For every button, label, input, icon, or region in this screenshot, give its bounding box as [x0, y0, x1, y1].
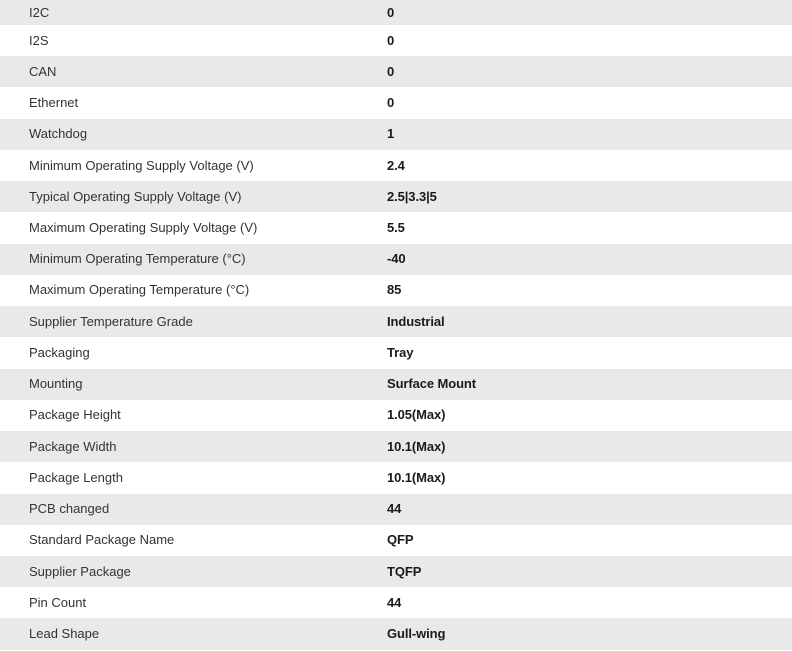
spec-name: Supplier Temperature Grade [29, 313, 193, 329]
spec-name: Watchdog [29, 126, 88, 142]
spec-name: Typical Operating Supply Voltage (V) [29, 188, 242, 204]
table-row [0, 25, 792, 56]
table-row [0, 87, 792, 118]
table-row [0, 212, 792, 243]
spec-name: Package Width [29, 438, 117, 454]
spec-value: 1.05(Max) [387, 407, 446, 423]
spec-value: 10.1(Max) [387, 438, 446, 454]
table-row [0, 275, 792, 306]
spec-name: Supplier Package [29, 563, 131, 579]
table-row [0, 494, 792, 525]
table-row [0, 400, 792, 431]
spec-value: Industrial [387, 313, 445, 329]
spec-name: Maximum Operating Temperature (°C) [29, 282, 250, 298]
spec-name: Package Height [29, 407, 121, 423]
spec-value: 2.4 [387, 157, 405, 173]
spec-value: 44 [387, 501, 402, 517]
table-row [0, 244, 792, 275]
spec-name: Minimum Operating Supply Voltage (V) [29, 157, 254, 173]
table-row [0, 556, 792, 587]
spec-name: I2S [29, 32, 49, 48]
table-row [0, 0, 792, 25]
spec-value: 0 [387, 4, 395, 20]
table-row [0, 525, 792, 556]
spec-value: 1 [387, 126, 395, 142]
table-row [0, 181, 792, 212]
spec-name: Packaging [29, 344, 90, 360]
table-row [0, 56, 792, 87]
spec-value: 10.1(Max) [387, 469, 446, 485]
table-row [0, 369, 792, 400]
spec-value: 0 [387, 63, 395, 79]
spec-value: Tray [387, 344, 414, 360]
table-row [0, 337, 792, 368]
spec-name: Package Length [29, 469, 123, 485]
spec-name: PCB changed [29, 501, 110, 517]
spec-value: -40 [387, 251, 406, 267]
table-row [0, 587, 792, 618]
spec-value: 44 [387, 594, 402, 610]
spec-value: QFP [387, 532, 414, 548]
table-row [0, 462, 792, 493]
spec-name: Mounting [29, 376, 83, 392]
spec-name: I2C [29, 4, 50, 20]
table-row [0, 150, 792, 181]
spec-value: Gull-wing [387, 626, 446, 642]
spec-name: Pin Count [29, 594, 87, 610]
table-row [0, 119, 792, 150]
table-row [0, 431, 792, 462]
spec-name: Lead Shape [29, 626, 100, 642]
spec-name: Maximum Operating Supply Voltage (V) [29, 220, 258, 236]
table-row [0, 618, 792, 649]
table-row [0, 306, 792, 337]
spec-value: TQFP [387, 563, 422, 579]
spec-value: 85 [387, 282, 402, 298]
spec-value: 5.5 [387, 220, 405, 236]
spec-name: Ethernet [29, 95, 79, 111]
spec-value: 0 [387, 32, 395, 48]
spec-name: Minimum Operating Temperature (°C) [29, 251, 246, 267]
spec-name: CAN [29, 63, 57, 79]
spec-name: Standard Package Name [29, 532, 175, 548]
spec-value: 0 [387, 95, 395, 111]
spec-value: 2.5|3.3|5 [387, 188, 437, 204]
spec-value: Surface Mount [387, 376, 476, 392]
